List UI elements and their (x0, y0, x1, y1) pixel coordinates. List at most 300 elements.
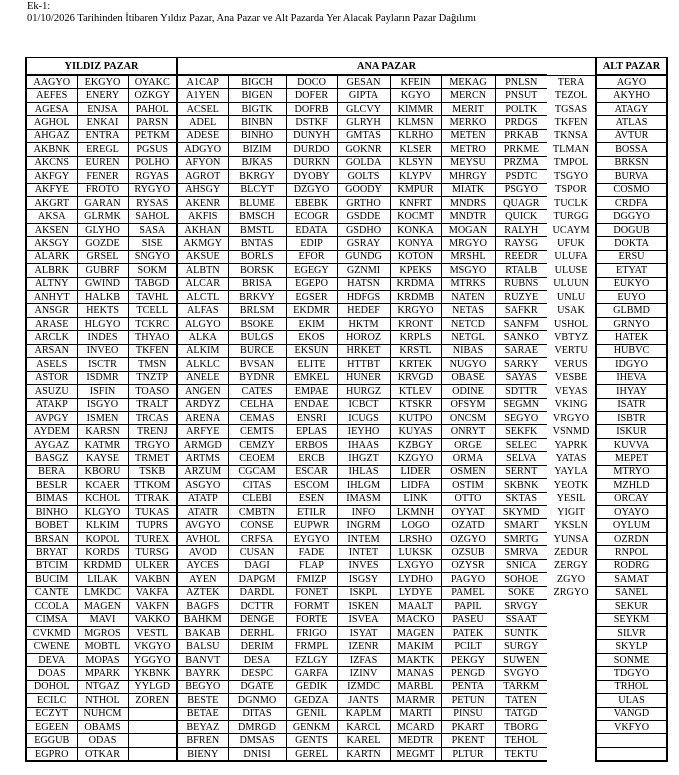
ticker-cell: BVSAN (228, 358, 286, 371)
ticker-cell: ESCOM (286, 479, 337, 492)
ticker-cell: GIPTA (337, 89, 390, 102)
ticker-cell: TEHOL (495, 734, 547, 747)
ticker-cell: MSGYO (441, 264, 495, 277)
ticker-cell: TEZOL (547, 89, 596, 102)
table-row (26, 519, 667, 532)
ticker-cell: CVKMD (26, 626, 77, 639)
ticker-cell: PRKAB (495, 129, 547, 142)
ticker-cell: PSDTC (495, 170, 547, 183)
ticker-cell: MTRYO (596, 465, 667, 478)
ticker-cell: DENGE (228, 613, 286, 626)
ticker-cell: ARENA (177, 411, 228, 424)
ticker-cell: INGRM (337, 519, 390, 532)
ticker-cell: MACKO (390, 613, 441, 626)
table-row (26, 371, 667, 384)
ticker-cell: YAYLA (547, 465, 596, 478)
ticker-cell: MOGAN (441, 223, 495, 236)
ticker-cell: BURVA (596, 170, 667, 183)
ticker-cell: TLMAN (547, 143, 596, 156)
ticker-cell: KZBGY (390, 438, 441, 451)
ticker-cell: GARFA (286, 667, 337, 680)
ticker-cell: NTHOL (77, 694, 128, 707)
ticker-cell: GESAN (337, 75, 390, 89)
ticker-cell: KZGYO (390, 452, 441, 465)
ticker-cell: PNSUT (495, 89, 547, 102)
ticker-cell: SEGYO (495, 411, 547, 424)
ticker-cell: ALFAS (177, 304, 228, 317)
ticker-cell: SEGMN (495, 398, 547, 411)
ticker-cell: DERIM (228, 640, 286, 653)
table-row (26, 250, 667, 263)
table-row (26, 559, 667, 572)
ticker-cell: KONKA (390, 223, 441, 236)
ticker-cell: ISMEN (77, 411, 128, 424)
ticker-cell: FMIZP (286, 573, 337, 586)
ticker-cell: ALKA (177, 331, 228, 344)
ticker-cell: PRKME (495, 143, 547, 156)
ticker-cell: ALKLC (177, 358, 228, 371)
ticker-cell: PSGYO (495, 183, 547, 196)
ticker-cell: BOBET (26, 519, 77, 532)
ticker-cell: MRSHL (441, 250, 495, 263)
ticker-cell: YIGIT (547, 506, 596, 519)
ticker-cell: TRCAS (128, 411, 177, 424)
ticker-cell: SARAE (495, 344, 547, 357)
ticker-cell: GSDDE (337, 210, 390, 223)
ticker-cell: KLSER (390, 143, 441, 156)
ticker-cell: HLGYO (77, 317, 128, 330)
ticker-cell: ORCAY (596, 492, 667, 505)
ticker-cell: TKFEN (547, 116, 596, 129)
ticker-cell: KRDMA (390, 277, 441, 290)
ticker-cell: ALKIM (177, 344, 228, 357)
ticker-cell: GUBRF (77, 264, 128, 277)
ticker-cell: BSOKE (228, 317, 286, 330)
ticker-cell: OTKAR (77, 747, 128, 761)
ticker-cell: PATEK (441, 626, 495, 639)
ticker-cell: AVGYO (177, 519, 228, 532)
ticker-cell: BINHO (228, 129, 286, 142)
ticker-cell: OZSUB (441, 546, 495, 559)
ticker-cell: ISKEN (337, 600, 390, 613)
table-row (26, 573, 667, 586)
table-row (26, 156, 667, 169)
ticker-cell: UCAYM (547, 223, 596, 236)
ticker-cell: FROTO (77, 183, 128, 196)
ticker-cell: SEYKM (596, 613, 667, 626)
ticker-cell: MAGEN (390, 626, 441, 639)
ticker-cell (547, 613, 596, 626)
ticker-cell: NETCD (441, 317, 495, 330)
table-row (26, 331, 667, 344)
ticker-cell: GENKM (286, 721, 337, 734)
ticker-cell: SEKUR (596, 600, 667, 613)
ticker-cell: ISKUR (596, 425, 667, 438)
ticker-cell: GENIL (286, 707, 337, 720)
table-row (26, 721, 667, 734)
ticker-cell (547, 694, 596, 707)
ticker-cell: VERUS (547, 358, 596, 371)
ticker-cell: MARMR (390, 694, 441, 707)
ticker-cell: KRTEK (390, 358, 441, 371)
ticker-cell: ZRGYO (547, 586, 596, 599)
ticker-cell: MAGEN (77, 600, 128, 613)
ticker-cell: TRALT (128, 398, 177, 411)
ticker-cell: ARASE (26, 317, 77, 330)
table-row (26, 210, 667, 223)
ticker-cell: COSMO (596, 183, 667, 196)
ticker-cell: RUBNS (495, 277, 547, 290)
ticker-cell: VAKBN (128, 573, 177, 586)
ticker-cell: MNDRS (441, 196, 495, 209)
ticker-cell: BKRGY (228, 170, 286, 183)
table-row (26, 237, 667, 250)
ticker-cell: BRKVY (228, 291, 286, 304)
ticker-cell: EKGYO (77, 75, 128, 89)
ticker-cell: ERCB (286, 452, 337, 465)
ticker-cell: AGROT (177, 170, 228, 183)
ticker-cell: BFREN (177, 734, 228, 747)
ticker-cell: MAVI (77, 613, 128, 626)
table-row (26, 546, 667, 559)
ticker-cell: GENTS (286, 734, 337, 747)
ticker-cell: BOSSA (596, 143, 667, 156)
ticker-cell: ARZUM (177, 465, 228, 478)
ticker-cell: FRIGO (286, 626, 337, 639)
ticker-cell: ASGYO (177, 479, 228, 492)
ticker-cell: VANGD (596, 707, 667, 720)
ticker-cell: DCTTR (228, 600, 286, 613)
ticker-cell: MAKIM (390, 640, 441, 653)
ticker-cell: GRTHO (337, 196, 390, 209)
ticker-cell: BEYAZ (177, 721, 228, 734)
ticker-cell: RYSAS (128, 196, 177, 209)
ticker-cell: KCHOL (77, 492, 128, 505)
ticker-cell: GLCVY (337, 102, 390, 115)
ticker-cell: CGCAM (228, 465, 286, 478)
ticker-cell: YUNSA (547, 532, 596, 545)
ticker-cell: SKTAS (495, 492, 547, 505)
ticker-cell: KMPUR (390, 183, 441, 196)
ticker-cell: RNPOL (596, 546, 667, 559)
ticker-cell: OBAMS (77, 721, 128, 734)
ticker-cell: GEDZA (286, 694, 337, 707)
ticker-cell: ANHYT (26, 291, 77, 304)
ticker-cell: CEOEM (228, 452, 286, 465)
ticker-cell: ALCTL (177, 291, 228, 304)
ticker-cell: EYGYO (286, 532, 337, 545)
ticker-cell: PAHOL (128, 102, 177, 115)
ticker-cell: ADGYO (177, 143, 228, 156)
ticker-cell (547, 640, 596, 653)
ticker-cell: DESPC (228, 667, 286, 680)
ticker-cell: ETYAT (596, 264, 667, 277)
ticker-cell: KARTN (337, 747, 390, 761)
ticker-cell: BRYAT (26, 546, 77, 559)
ticker-cell: ECZYT (26, 707, 77, 720)
ticker-cell: DEVA (26, 653, 77, 666)
ticker-cell: TBORG (495, 721, 547, 734)
ticker-cell: AZTEK (177, 586, 228, 599)
ticker-cell: BETAE (177, 707, 228, 720)
ticker-cell: DSTKF (286, 116, 337, 129)
table-row (26, 452, 667, 465)
ticker-cell: BIGCH (228, 75, 286, 89)
ticker-cell: PETUN (441, 694, 495, 707)
ticker-cell: SRVGY (495, 600, 547, 613)
table-row (26, 223, 667, 236)
ticker-cell: VRGYO (547, 411, 596, 424)
ticker-cell: TABGD (128, 277, 177, 290)
table-row (26, 438, 667, 451)
ticker-cell: INTEM (337, 532, 390, 545)
ticker-cell: BRKSN (596, 156, 667, 169)
ticker-cell: SAHOL (128, 210, 177, 223)
ticker-cell: IZINV (337, 667, 390, 680)
ticker-cell: CMBTN (228, 506, 286, 519)
ticker-cell: KORDS (77, 546, 128, 559)
ticker-cell: MEDTR (390, 734, 441, 747)
ticker-cell: ALBRK (26, 264, 77, 277)
ticker-cell: RYGYO (128, 183, 177, 196)
ticker-cell: BTCIM (26, 559, 77, 572)
ticker-cell (547, 747, 596, 761)
ticker-cell: BAHKM (177, 613, 228, 626)
ticker-cell: MEPET (596, 452, 667, 465)
ticker-cell: ARTMS (177, 452, 228, 465)
ticker-cell: ASELS (26, 358, 77, 371)
ticker-cell: VBTYZ (547, 331, 596, 344)
ticker-cell: MANAS (390, 667, 441, 680)
ticker-cell: ASTOR (26, 371, 77, 384)
ticker-cell: FLAP (286, 559, 337, 572)
ticker-cell: YYLGD (128, 680, 177, 693)
ticker-cell: OZGYO (441, 532, 495, 545)
ticker-cell: SEKFK (495, 425, 547, 438)
ticker-cell: GLBMD (596, 304, 667, 317)
ticker-cell: MERKO (441, 116, 495, 129)
ticker-cell: EUKYO (596, 277, 667, 290)
ticker-cell: HUNER (337, 371, 390, 384)
ticker-cell: PNLSN (495, 75, 547, 89)
ticker-cell: BIENY (177, 747, 228, 761)
ticker-cell (596, 747, 667, 761)
ticker-cell: LILAK (77, 573, 128, 586)
ticker-cell: AGYO (596, 75, 667, 89)
ticker-cell: AHGAZ (26, 129, 77, 142)
ticker-cell: BLCYT (228, 183, 286, 196)
ticker-cell: ULUUN (547, 277, 596, 290)
header-ana-pazar: ANA PAZAR (177, 58, 596, 76)
table-row (26, 116, 667, 129)
ticker-cell (596, 734, 667, 747)
ticker-cell: ISDMR (77, 371, 128, 384)
ticker-cell: VSNMD (547, 425, 596, 438)
ticker-cell: KONYA (390, 237, 441, 250)
ticker-cell: EGEPO (286, 277, 337, 290)
ticker-cell: LINK (390, 492, 441, 505)
ticker-cell: BESLR (26, 479, 77, 492)
ticker-cell: HRKET (337, 344, 390, 357)
ticker-cell: KGYO (390, 89, 441, 102)
ticker-cell: ANSGR (26, 304, 77, 317)
ticker-cell: VERTU (547, 344, 596, 357)
ticker-cell: ZEDUR (547, 546, 596, 559)
ticker-cell: DOKTA (596, 237, 667, 250)
ticker-cell: PENGD (441, 667, 495, 680)
table-row (26, 613, 667, 626)
ticker-cell: PAPIL (441, 600, 495, 613)
ticker-cell: SANKO (495, 331, 547, 344)
ticker-cell: SNGYO (128, 250, 177, 263)
ticker-cell: TKNSA (547, 129, 596, 142)
ticker-cell: IHAAS (337, 438, 390, 451)
ticker-cell: AEFES (26, 89, 77, 102)
ticker-cell: ISYAT (337, 626, 390, 639)
ticker-cell: KARSN (77, 425, 128, 438)
ticker-cell: TGSAS (547, 102, 596, 115)
ticker-cell: SVGYO (495, 667, 547, 680)
ticker-cell: ALBTN (177, 264, 228, 277)
table-row (26, 411, 667, 424)
ticker-cell: SNICA (495, 559, 547, 572)
ticker-cell: ISGSY (337, 573, 390, 586)
ticker-cell: ELITE (286, 358, 337, 371)
ticker-cell: TOASO (128, 385, 177, 398)
ticker-cell: ECOGR (286, 210, 337, 223)
ticker-cell: TMPOL (547, 156, 596, 169)
ticker-cell: EUPWR (286, 519, 337, 532)
ticker-cell: FONET (286, 586, 337, 599)
ticker-cell: FORMT (286, 600, 337, 613)
ticker-cell: KRONT (390, 317, 441, 330)
ticker-cell (128, 707, 177, 720)
ticker-cell: PGSUS (128, 143, 177, 156)
ticker-cell: OBASE (441, 371, 495, 384)
ticker-cell: AKCNS (26, 156, 77, 169)
ticker-cell: CONSE (228, 519, 286, 532)
ticker-cell: KRDMB (390, 291, 441, 304)
ticker-cell: TURGG (547, 210, 596, 223)
ticker-cell: ISGYO (77, 398, 128, 411)
ticker-cell (547, 667, 596, 680)
ticker-cell: GLRYH (337, 116, 390, 129)
ticker-cell: PETKM (128, 129, 177, 142)
ticker-cell: PKENT (441, 734, 495, 747)
ticker-cell: AGESA (26, 102, 77, 115)
ticker-cell: RALYH (495, 223, 547, 236)
ticker-cell: ATATR (177, 506, 228, 519)
ticker-cell: LXGYO (390, 559, 441, 572)
ticker-cell: AKFYE (26, 183, 77, 196)
ticker-cell: MOBTL (77, 640, 128, 653)
header-yildiz-pazar: YILDIZ PAZAR (26, 58, 177, 76)
document-title: 01/10/2026 Tarihinden İtibaren Yıldız Pazar, Ana Pazar ve Alt Pazarda Yer Alacak Payların Pazar Dağılımı (27, 13, 477, 24)
table-row (26, 640, 667, 653)
ticker-cell: ODINE (441, 385, 495, 398)
table-row (26, 196, 667, 209)
ticker-cell: SONME (596, 653, 667, 666)
ticker-cell: MERIT (441, 102, 495, 115)
ticker-cell: OYAYO (596, 506, 667, 519)
ticker-cell: LUKSK (390, 546, 441, 559)
ticker-cell: TRGYO (128, 438, 177, 451)
ticker-cell: EUREN (77, 156, 128, 169)
ticker-cell: EKDMR (286, 304, 337, 317)
ticker-cell: BAYRK (177, 667, 228, 680)
table-body (26, 75, 667, 761)
ticker-cell: IZMDC (337, 680, 390, 693)
ticker-cell: INFO (337, 506, 390, 519)
ticker-cell: TKFEN (128, 344, 177, 357)
ticker-cell: AYDEM (26, 425, 77, 438)
ticker-cell: ANELE (177, 371, 228, 384)
ticker-cell: TATEN (495, 694, 547, 707)
ticker-cell: CWENE (26, 640, 77, 653)
ticker-cell: ENJSA (77, 102, 128, 115)
ticker-cell: INVEO (77, 344, 128, 357)
ticker-cell: DUNYH (286, 129, 337, 142)
ticker-cell: LKMNH (390, 506, 441, 519)
ticker-cell: BAKAB (177, 626, 228, 639)
ticker-cell: SELVA (495, 452, 547, 465)
ticker-cell: EKOS (286, 331, 337, 344)
ticker-cell: TRMET (128, 452, 177, 465)
ticker-cell: SAYAS (495, 371, 547, 384)
ticker-cell: METEN (441, 129, 495, 142)
ticker-cell: MIATK (441, 183, 495, 196)
ticker-cell: OZRDN (596, 532, 667, 545)
ticker-cell: KUTPO (390, 411, 441, 424)
ticker-cell: ADEL (177, 116, 228, 129)
ticker-cell: PINSU (441, 707, 495, 720)
ticker-cell: AVHOL (177, 532, 228, 545)
header-alt-pazar: ALT PAZAR (596, 58, 667, 76)
ticker-cell: CANTE (26, 586, 77, 599)
ticker-cell: ZOREN (128, 694, 177, 707)
ticker-cell: SUWEN (495, 653, 547, 666)
ticker-cell: DZGYO (286, 183, 337, 196)
ticker-cell: GZNMI (337, 264, 390, 277)
ticker-cell: YKBNK (128, 667, 177, 680)
ticker-cell: INVES (337, 559, 390, 572)
ticker-cell: YEOTK (547, 479, 596, 492)
ticker-cell: KARCL (337, 721, 390, 734)
ticker-cell: ADESE (177, 129, 228, 142)
ticker-cell: AYCES (177, 559, 228, 572)
ticker-cell: BANVT (177, 653, 228, 666)
ticker-cell: A1YEN (177, 89, 228, 102)
ticker-cell: ETILR (286, 506, 337, 519)
ticker-cell: HATSN (337, 277, 390, 290)
ticker-cell: INTET (337, 546, 390, 559)
ticker-cell: CIMSA (26, 613, 77, 626)
table-row (26, 734, 667, 747)
ticker-cell: GEDIK (286, 680, 337, 693)
ticker-cell: SMRTG (495, 532, 547, 545)
ticker-cell: CATES (228, 385, 286, 398)
ticker-cell: TRHOL (596, 680, 667, 693)
ticker-cell: MPARK (77, 667, 128, 680)
ticker-cell: BEGYO (177, 680, 228, 693)
table-row (26, 317, 667, 330)
ticker-cell: KOPOL (77, 532, 128, 545)
ticker-cell: POLTK (495, 102, 547, 115)
ticker-cell: SANEL (596, 586, 667, 599)
ticker-cell: ECILC (26, 694, 77, 707)
ticker-cell: CELHA (228, 398, 286, 411)
table-row (26, 102, 667, 115)
